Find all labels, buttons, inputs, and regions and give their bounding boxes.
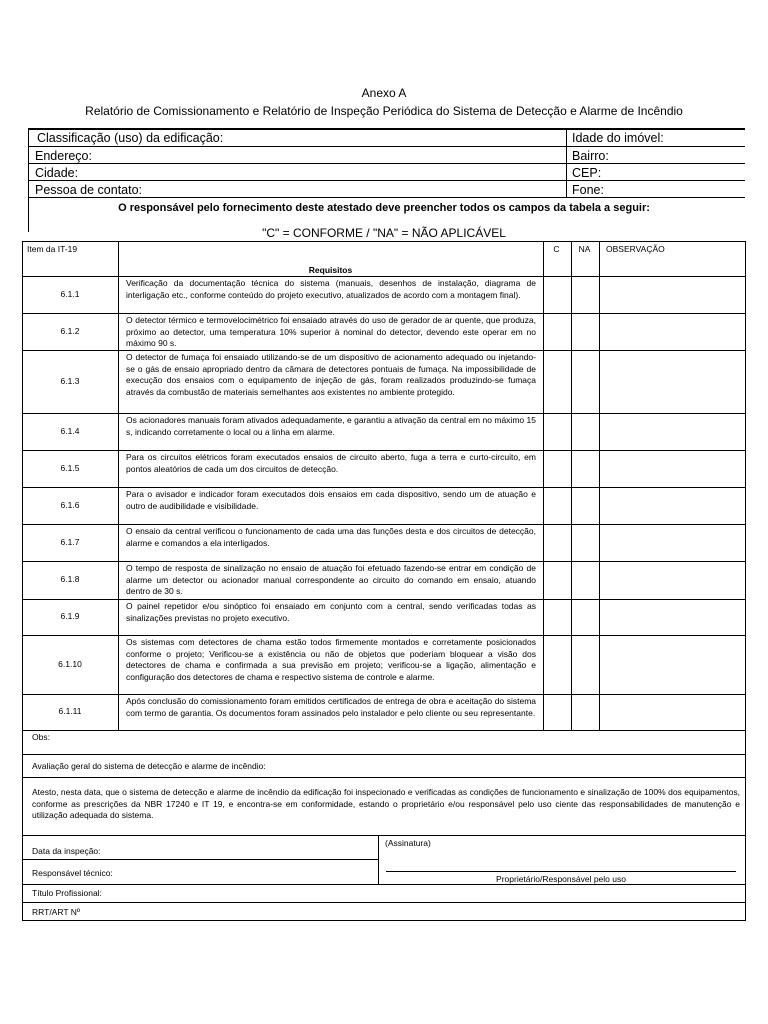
- bairro-field[interactable]: Bairro:: [572, 149, 609, 163]
- row-code: 6.1.4: [60, 425, 80, 436]
- footer-divider: [22, 777, 746, 778]
- footer-divider: [22, 835, 746, 836]
- row-c-cell[interactable]: [543, 561, 571, 599]
- row-na-cell[interactable]: [571, 524, 599, 561]
- contato-field[interactable]: Pessoa de contato:: [35, 183, 143, 197]
- proprietario-label: Proprietário/Responsável pelo uso: [496, 874, 626, 884]
- responsavel-label: Responsável técnico:: [32, 868, 113, 878]
- footer-divider: [22, 902, 746, 903]
- row-na-cell[interactable]: [571, 276, 599, 313]
- row-obs-cell[interactable]: [599, 450, 745, 487]
- table-top-rule: [22, 241, 746, 242]
- rrt-label: RRT/ART Nº: [32, 907, 80, 917]
- titulo-label: Título Profissional:: [32, 888, 102, 898]
- row-requirement: Os sistemas com detectores de chama estão todos firmemente montados e corretamente posicionados conforme o projeto; Verificou-se a existência ou não de objetos que poderiam bloquear a visão dos detectores de chama e confirmada a sua previsão em projeto; verificou-se a ligação, alimentação e configuração dos detectores de chama e respectivo sistema de controle e alarme.: [126, 637, 536, 682]
- row-na-cell[interactable]: [571, 599, 599, 635]
- row-code: 6.1.2: [60, 325, 80, 336]
- row-requirement: Verificação da documentação técnica do sistema (manuais, desenhos de instalação, diagrama de interligação etc., conforme conteúdo do projeto executivo, atualizados de acordo com a montagem final).: [126, 278, 536, 300]
- assinatura-label: (Assinatura): [385, 838, 431, 848]
- row-obs-cell[interactable]: [599, 635, 745, 694]
- row-na-cell[interactable]: [571, 350, 599, 413]
- cidade-field[interactable]: Cidade:: [35, 166, 79, 180]
- row-code: 6.1.3: [60, 375, 80, 386]
- row-obs-cell[interactable]: [599, 413, 745, 450]
- instruction-text: O responsável pelo fornecimento deste atestado deve preencher todos os campos da tabela a seguir:: [118, 202, 650, 214]
- row-obs-cell[interactable]: [599, 487, 745, 524]
- row-c-cell[interactable]: [543, 524, 571, 561]
- info-divider-v: [566, 128, 567, 198]
- row-code: 6.1.9: [60, 611, 80, 621]
- col-divider: [118, 241, 119, 730]
- row-c-cell[interactable]: [543, 487, 571, 524]
- row-requirement: Para o avisador e indicador foram executados dois ensaios em cada dispositivo, sendo um de atuação e outro de audibilidade e visibilidade.: [126, 489, 536, 511]
- row-code: 6.1.7: [60, 536, 80, 547]
- row-requirement: O detector térmico e termovelocimétrico foi ensaiado através do uso de gerador de ar quente, que produza, próximo ao detector, uma temperatura 10% superior à nominal do detector, devendo este operar em no máximo 90 s.: [126, 315, 536, 348]
- footer-divider: [22, 859, 378, 860]
- info-divider: [28, 197, 745, 198]
- document-title: Relatório de Comissionamento e Relatório de Inspeção Periódica do Sistema de Detecção e Alarme de Incêndio: [85, 104, 683, 118]
- idade-field[interactable]: Idade do imóvel:: [572, 131, 664, 145]
- footer-divider: [22, 754, 746, 755]
- classificacao-field[interactable]: Classificação (uso) da edificação:: [37, 131, 224, 145]
- row-code: 6.1.11: [58, 706, 82, 716]
- row-obs-cell[interactable]: [599, 276, 745, 313]
- row-code: 6.1.6: [60, 499, 80, 510]
- info-border: [28, 128, 29, 232]
- row-divider: [22, 730, 746, 731]
- row-c-cell[interactable]: [543, 313, 571, 350]
- cep-field[interactable]: CEP:: [572, 166, 602, 180]
- row-c-cell[interactable]: [543, 599, 571, 635]
- row-requirement: O tempo de resposta de sinalização no ensaio de atuação foi efetuado fazendo-se entrar em condição de alarme um detector ou acionador manual correspondente ao circuito do comando em ensaio, atuando dentro de 30 s.: [126, 563, 536, 596]
- col-obs-header: OBSERVAÇÃO: [606, 244, 665, 254]
- data-inspecao-label: Data da inspeção:: [32, 846, 101, 856]
- row-c-cell[interactable]: [543, 450, 571, 487]
- row-c-cell[interactable]: [543, 276, 571, 313]
- row-na-cell[interactable]: [571, 487, 599, 524]
- legend-text: "C" = CONFORME / "NA" = NÃO APLICÁVEL: [262, 226, 506, 240]
- info-divider: [28, 146, 745, 147]
- row-obs-cell[interactable]: [599, 599, 745, 635]
- row-obs-cell[interactable]: [599, 524, 745, 561]
- col-c-header: C: [553, 244, 560, 254]
- col-item-header: Item da IT-19: [27, 244, 78, 254]
- row-code: 6.1.10: [58, 658, 82, 669]
- obs-label: Obs:: [32, 732, 50, 742]
- signature-col-divider: [378, 835, 379, 884]
- row-c-cell[interactable]: [543, 635, 571, 694]
- row-na-cell[interactable]: [571, 450, 599, 487]
- row-obs-cell[interactable]: [599, 350, 745, 413]
- row-code: 6.1.8: [60, 574, 80, 584]
- info-divider: [28, 163, 745, 164]
- row-na-cell[interactable]: [571, 413, 599, 450]
- table-right-border: [745, 241, 746, 920]
- row-requirement: O ensaio da central verificou o funcionamento de cada uma das funções desta e dos circuitos de detecção, alarme e comandos a ela interligados.: [126, 526, 536, 548]
- atesto-text: Atesto, nesta data, que o sistema de detecção e alarme de incêndio da edificação foi inspecionado e verificadas as condições de funcionamento e sinalização de 100% dos equipamentos, conforme as prescrições da NBR 17240 e IT 19, e encontra-se em conformidade, estando o proprietário e/ou responsável pelo uso ciente das responsabilidades de manutenção e utilização adequada do sistema.: [32, 787, 740, 820]
- row-code: 6.1.5: [60, 462, 80, 473]
- row-c-cell[interactable]: [543, 350, 571, 413]
- info-divider: [28, 180, 745, 181]
- fone-field[interactable]: Fone:: [572, 183, 604, 197]
- row-na-cell[interactable]: [571, 561, 599, 599]
- avaliacao-label: Avaliação geral do sistema de detecção e alarme de incêndio:: [32, 761, 266, 771]
- endereco-field[interactable]: Endereço:: [35, 149, 92, 163]
- footer-divider: [22, 920, 746, 921]
- signature-line[interactable]: [386, 871, 736, 872]
- row-obs-cell[interactable]: [599, 561, 745, 599]
- row-requirement: Após conclusão do comissionamento foram emitidos certificados de entrega de obra e aceitação do sistema com termo de garantia. Os documentos foram assinados pelo instalador e pelo cliente ou seu representante.: [126, 696, 536, 718]
- row-na-cell[interactable]: [571, 694, 599, 730]
- row-c-cell[interactable]: [543, 694, 571, 730]
- row-na-cell[interactable]: [571, 313, 599, 350]
- col-requisitos-header: Requisitos: [308, 265, 353, 275]
- row-obs-cell[interactable]: [599, 313, 745, 350]
- annex-label: Anexo A: [361, 86, 407, 100]
- row-requirement: Os acionadores manuais foram ativados adequadamente, e garantiu a ativação da central em no máximo 15 s, indicando corretamente o local ou a linha em alarme.: [126, 415, 536, 437]
- row-obs-cell[interactable]: [599, 694, 745, 730]
- row-na-cell[interactable]: [571, 635, 599, 694]
- row-code: 6.1.1: [60, 288, 80, 299]
- row-requirement: Para os circuitos elétricos foram executados ensaios de circuito aberto, fuga a terra e curto-circuito, em pontos aleatórios de cada um dos circuitos de detecção.: [126, 452, 536, 474]
- col-na-header: NA: [578, 244, 591, 254]
- row-requirement: O painel repetidor e/ou sinóptico foi ensaiado em conjunto com a central, sendo verificadas todas as sinalizações previstas no projeto executivo.: [126, 601, 536, 623]
- row-requirement: O detector de fumaça foi ensaiado utilizando-se de um dispositivo de acionamento adequado ou injetando-se o gás de ensaio apropriado dentro da câmara de detectores pontuais de fumaça. Na impossibilidade de execução dos ensaios com o equipamento de injeção de gás, foram realizados produzindo-se fumaça através da combustão de materiais semelhantes aos existentes no ambiente protegido.: [126, 352, 536, 397]
- row-c-cell[interactable]: [543, 413, 571, 450]
